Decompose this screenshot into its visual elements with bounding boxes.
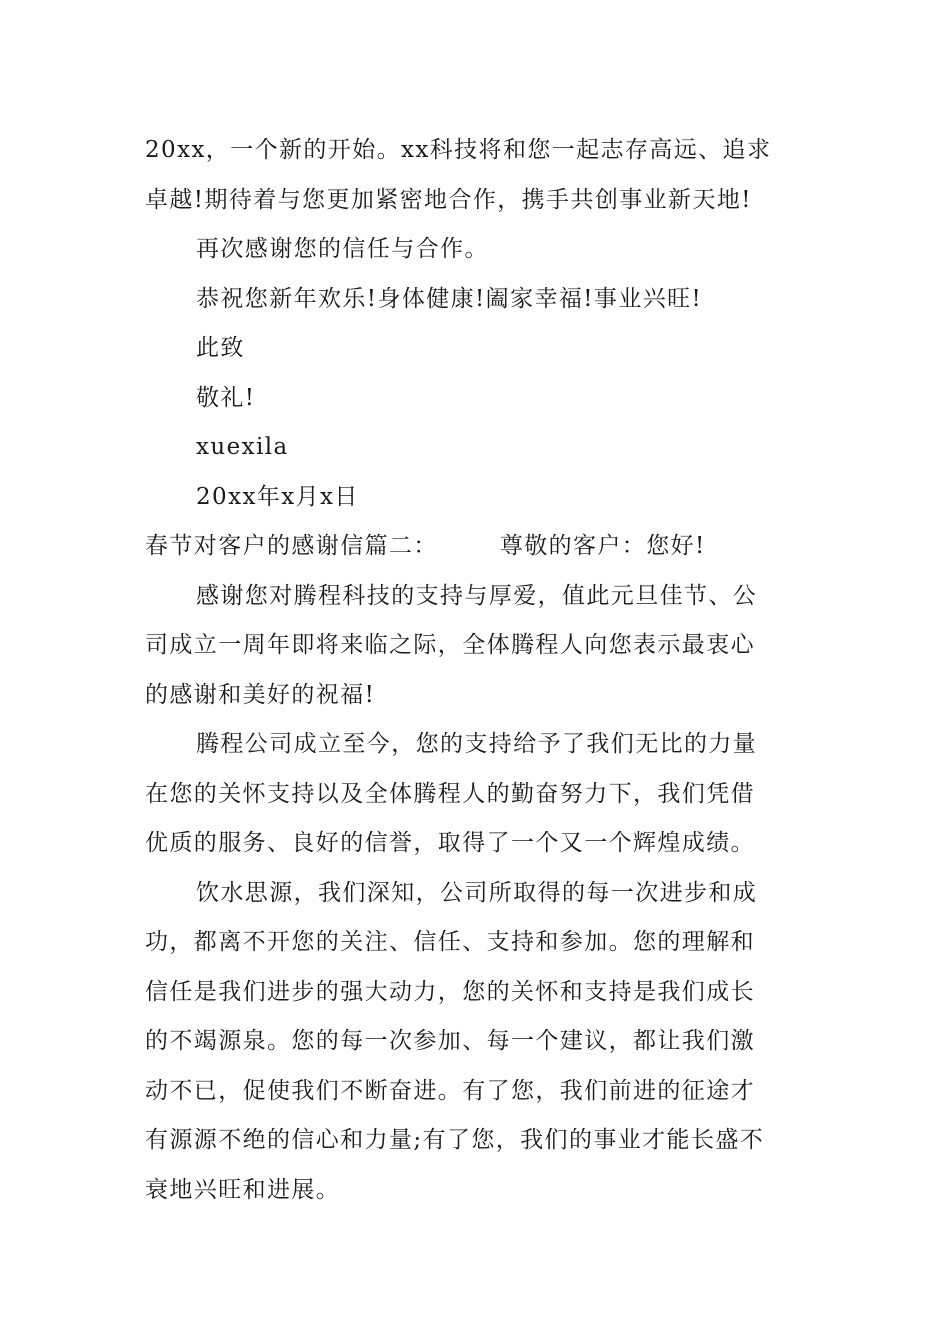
greeting: 尊敬的客户：您好! bbox=[499, 533, 706, 559]
text-line: 20xx，一个新的开始。xx科技将和您一起志存高远、追求 bbox=[145, 137, 772, 163]
text-line: 衰地兴旺和进展。 bbox=[145, 1176, 341, 1203]
text-line: 司成立一周年即将来临之际，全体腾程人向您表示最衷心 bbox=[145, 632, 755, 658]
letter-body-section bbox=[145, 572, 815, 1216]
document-body bbox=[145, 126, 815, 1215]
text-line: 敬礼! bbox=[196, 384, 256, 411]
text-line: 在您的关怀支持以及全体腾程人的勤奋努力下，我们凭借 bbox=[145, 780, 755, 807]
text-line: 此致 bbox=[196, 335, 245, 361]
text-line: 的不竭源泉。您的每一次参加、每一个建议，都让我们激 bbox=[145, 1028, 755, 1054]
text-line: 优质的服务、良好的信誉，取得了一个又一个辉煌成绩。 bbox=[145, 830, 755, 856]
text-line: 的感谢和美好的祝福! bbox=[145, 681, 376, 708]
text-line: xuexila bbox=[196, 434, 289, 460]
letter-closing-section bbox=[145, 126, 815, 522]
text-line: 功，都离不开您的关注、信任、支持和参加。您的理解和 bbox=[145, 929, 755, 955]
text-line: 卓越!期待着与您更加紧密地合作，携手共创事业新天地! bbox=[145, 186, 752, 213]
text-line: 有源源不绝的信心和力量;有了您，我们的事业才能长盛不 bbox=[145, 1127, 765, 1153]
section-title: 春节对客户的感谢信篇二： bbox=[145, 533, 438, 559]
text-line: 感谢您对腾程科技的支持与厚爱，值此元旦佳节、公 bbox=[196, 582, 758, 609]
text-line: 恭祝您新年欢乐!身体健康!阖家幸福!事业兴旺! bbox=[196, 285, 703, 312]
section-heading-line bbox=[145, 522, 815, 572]
text-line: 动不已，促使我们不断奋进。有了您，我们前进的征途才 bbox=[145, 1077, 755, 1104]
text-line: 再次感谢您的信任与合作。 bbox=[196, 236, 489, 262]
text-line: 腾程公司成立至今，您的支持给予了我们无比的力量 bbox=[196, 731, 758, 757]
text-line: 饮水思源，我们深知，公司所取得的每一次进步和成 bbox=[196, 879, 758, 906]
text-line: 20xx年x月x日 bbox=[196, 483, 359, 510]
text-line: 信任是我们进步的强大动力，您的关怀和支持是我们成长 bbox=[145, 978, 755, 1005]
